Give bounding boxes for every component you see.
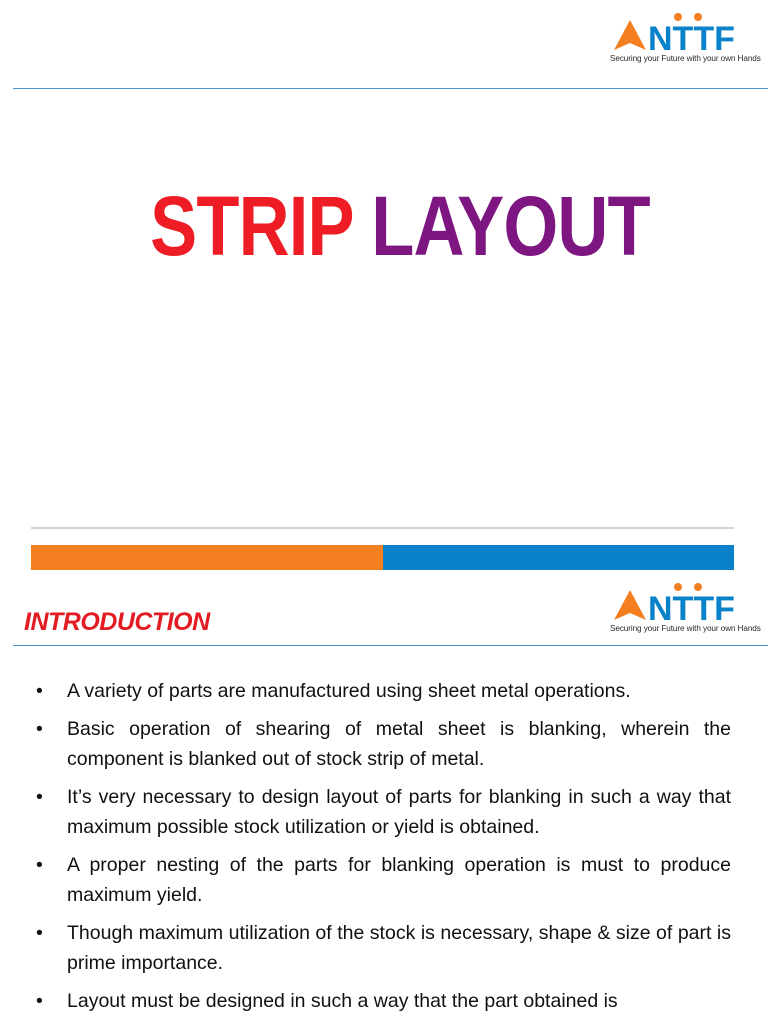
list-item: • Basic operation of shearing of metal sheet is blanking, wherein the component is blanked out of stock strip of metal. (36, 714, 731, 774)
list-item: • A variety of parts are manufactured using sheet metal operations. (36, 676, 731, 706)
bullet-list (36, 676, 731, 1024)
bullet-icon: • (36, 854, 43, 876)
slide-title (64, 178, 736, 275)
nttf-logo (610, 580, 768, 636)
svg-text:NTTF: NTTF (648, 20, 735, 52)
bullet-icon: • (36, 786, 43, 808)
bullet-icon: • (36, 718, 43, 740)
svg-text:NTTF: NTTF (648, 590, 735, 622)
header-divider (13, 645, 768, 646)
list-item: • It’s very necessary to design layout of parts for blanking in such a way that maximum possible stock utilization or yield is obtained. (36, 782, 731, 842)
introduction-slide (0, 578, 768, 1024)
nttf-logo-icon (610, 582, 760, 622)
title-word-layout: LAYOUT (371, 179, 650, 273)
list-item: • Layout must be designed in such a way that the part obtained is (36, 986, 731, 1016)
title-word-strip: STRIP (150, 179, 353, 273)
header-divider (13, 88, 768, 89)
footer-bar-blue (383, 545, 734, 570)
list-item: • A proper nesting of the parts for blanking operation is must to produce maximum yield. (36, 850, 731, 910)
bullet-icon: • (36, 922, 43, 944)
logo-tagline: Securing your Future with your own Hands (610, 624, 761, 633)
list-item: • Though maximum utilization of the stock is necessary, shape & size of part is prime importance. (36, 918, 731, 978)
nttf-logo-icon (610, 12, 760, 52)
bullet-icon: • (36, 990, 43, 1012)
nttf-logo (610, 10, 768, 66)
bullet-icon: • (36, 680, 43, 702)
logo-tagline: Securing your Future with your own Hands (610, 54, 761, 63)
footer-bar-orange (31, 545, 383, 570)
section-heading: INTRODUCTION (24, 608, 210, 636)
footer-divider (31, 527, 734, 529)
